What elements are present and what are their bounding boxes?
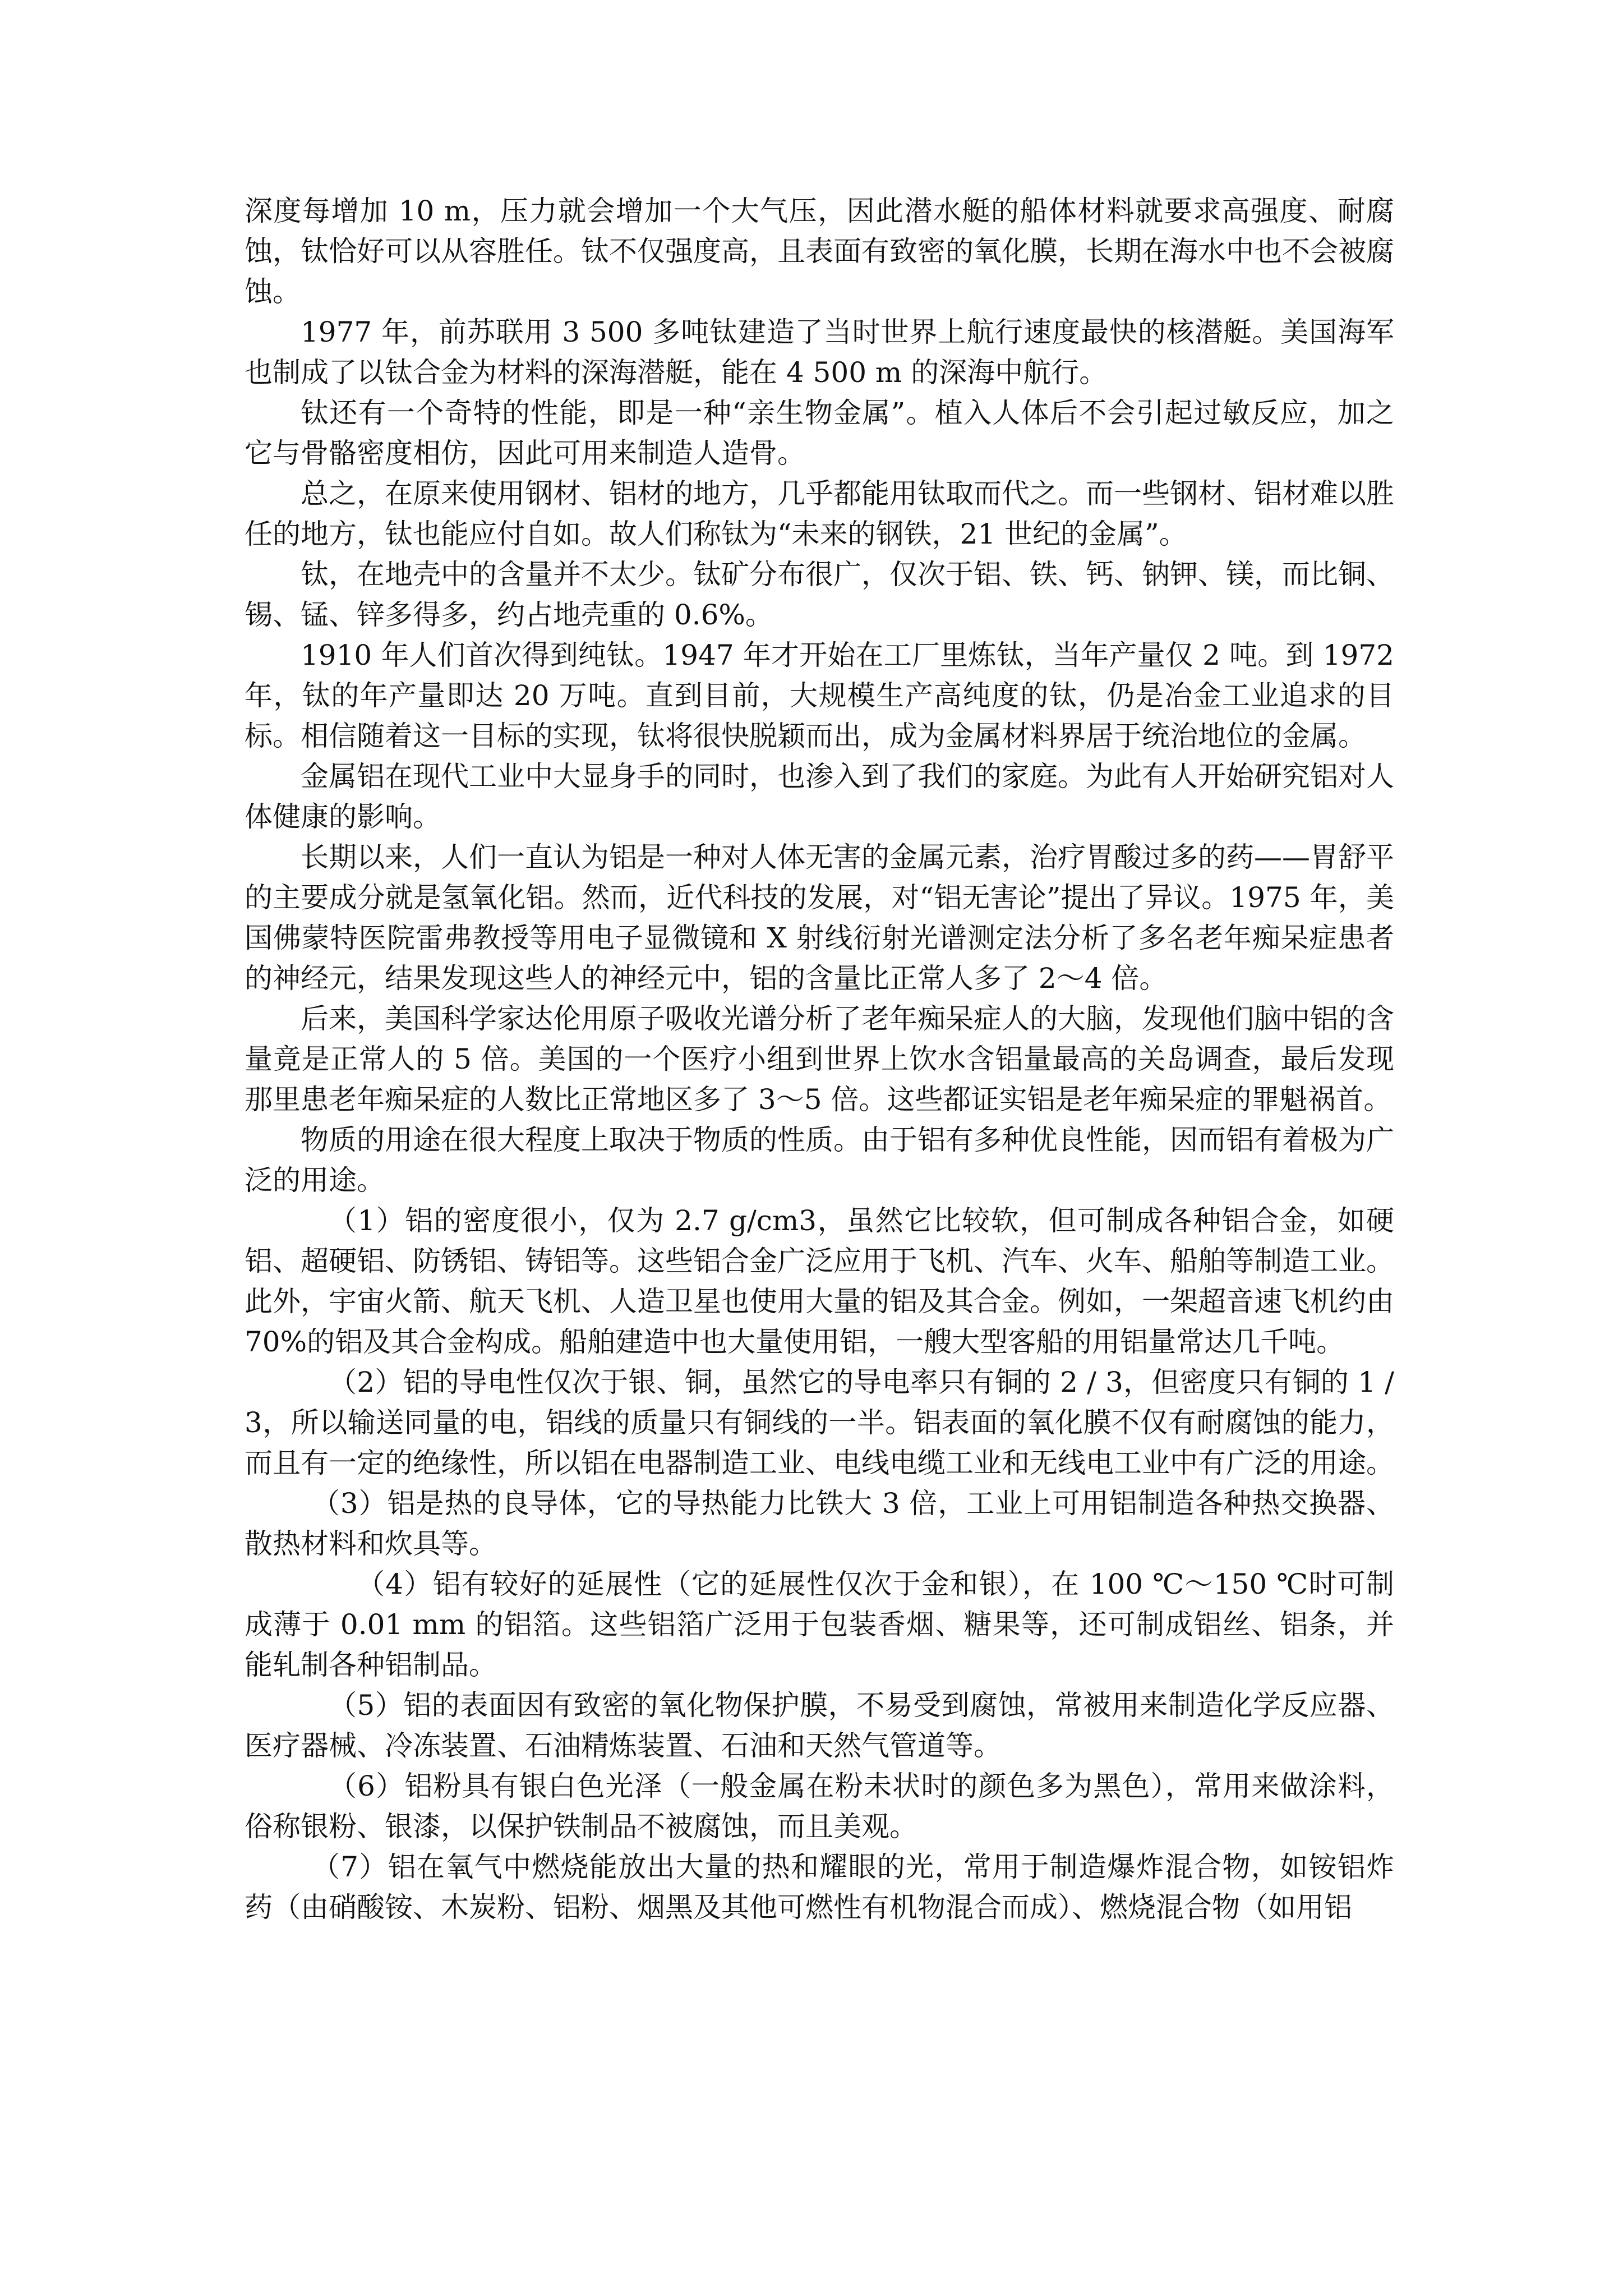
paragraph: 钛还有一个奇特的性能，即是一种“亲生物金属”。植入人体后不会引起过敏反应，加之它与骨骼密度相仿，因此可用来制造人造骨。 xyxy=(245,397,1394,470)
paragraph: 物质的用途在很大程度上取决于物质的性质。由于铝有多种优良性能，因而铝有着极为广泛的用途。 xyxy=(245,1124,1394,1197)
paragraph: 总之，在原来使用钢材、铝材的地方，几乎都能用钛取而代之。而一些钢材、铝材难以胜任的地方，钛也能应付自如。故人们称钛为“未来的钢铁，21 世纪的金属”。 xyxy=(245,477,1394,550)
paragraph: 长期以来，人们一直认为铝是一种对人体无害的金属元素，治疗胃酸过多的药——胃舒平的主要成分就是氢氧化铝。然而，近代科技的发展，对“铝无害论”提出了异议。1975 年，美国佛蒙特医院雷弗教授等用电子显微镜和 X 射线衍射光谱测定法分析了多名老年痴呆症患者的神经元，结果发现这些人的神经元中，铝的含量比正常人多了 2～4 倍。 xyxy=(245,841,1394,995)
list-item: （7）铝在氧气中燃烧能放出大量的热和耀眼的光，常用于制造爆炸混合物，如铵铝炸药（由硝酸铵、木炭粉、铝粉、烟黑及其他可燃性有机物混合而成）、燃烧混合物（如用铝 xyxy=(245,1851,1394,1924)
list-item: （3）铝是热的良导体，它的导热能力比铁大 3 倍，工业上可用铝制造各种热交换器、散热材料和炊具等。 xyxy=(245,1487,1394,1560)
paragraph: 金属铝在现代工业中大显身手的同时，也渗入到了我们的家庭。为此有人开始研究铝对人体健康的影响。 xyxy=(245,760,1394,833)
paragraph: 钛，在地壳中的含量并不太少。钛矿分布很广，仅次于铝、铁、钙、钠钾、镁，而比铜、锡、锰、锌多得多，约占地壳重的 0.6%。 xyxy=(245,558,1394,631)
list-item: （2）铝的导电性仅次于银、铜，虽然它的导电率只有铜的 2 / 3，但密度只有铜的 1 / 3，所以输送同量的电，铝线的质量只有铜线的一半。铝表面的氧化膜不仅有耐腐蚀的能力，而且有一定的绝缘性，所以铝在电器制造工业、电线电缆工业和无线电工业中有广泛的用途。 xyxy=(245,1366,1394,1479)
paragraph: 后来，美国科学家达伦用原子吸收光谱分析了老年痴呆症人的大脑，发现他们脑中铝的含量竟是正常人的 5 倍。美国的一个医疗小组到世界上饮水含铝量最高的关岛调查，最后发现那里患老年痴呆症的人数比正常地区多了 3～5 倍。这些都证实铝是老年痴呆症的罪魁祸首。 xyxy=(245,1002,1394,1116)
list-item: （5）铝的表面因有致密的氧化物保护膜，不易受到腐蚀，常被用来制造化学反应器、医疗器械、冷冻装置、石油精炼装置、石油和天然气管道等。 xyxy=(245,1689,1394,1762)
list-item: （6）铝粉具有银白色光泽（一般金属在粉未状时的颜色多为黑色），常用来做涂料，俗称银粉、银漆，以保护铁制品不被腐蚀，而且美观。 xyxy=(245,1770,1394,1843)
list-item: （4）铝有较好的延展性（它的延展性仅次于金和银），在 100 ℃～150 ℃时可制成薄于 0.01 mm 的铝箔。这些铝箔广泛用于包装香烟、糖果等，还可制成铝丝、铝条，并能轧制各种铝制品。 xyxy=(245,1568,1394,1681)
document-body xyxy=(245,191,1394,1927)
paragraph: 1977 年，前苏联用 3 500 多吨钛建造了当时世界上航行速度最快的核潜艇。美国海军也制成了以钛合金为材料的深海潜艇，能在 4 500 m 的深海中航行。 xyxy=(245,316,1394,389)
list-item: （1）铝的密度很小，仅为 2.7 g/cm3，虽然它比较软，但可制成各种铝合金，如硬铝、超硬铝、防锈铝、铸铝等。这些铝合金广泛应用于飞机、汽车、火车、船舶等制造工业。此外，宇宙火箭、航天飞机、人造卫星也使用大量的铝及其合金。例如，一架超音速飞机约由 70%的铝及其合金构成。船舶建造中也大量使用铝，一艘大型客船的用铝量常达几千吨。 xyxy=(245,1204,1394,1358)
paragraph: 1910 年人们首次得到纯钛。1947 年才开始在工厂里炼钛，当年产量仅 2 吨。到 1972 年，钛的年产量即达 20 万吨。直到目前，大规模生产高纯度的钛，仍是冶金工业追求的目标。相信随着这一目标的实现，钛将很快脱颖而出，成为金属材料界居于统治地位的金属。 xyxy=(245,639,1394,752)
paragraph: 深度每增加 10 m，压力就会增加一个大气压，因此潜水艇的船体材料就要求高强度、耐腐蚀，钛恰好可以从容胜任。钛不仅强度高，且表面有致密的氧化膜，长期在海水中也不会被腐蚀。 xyxy=(245,195,1394,308)
